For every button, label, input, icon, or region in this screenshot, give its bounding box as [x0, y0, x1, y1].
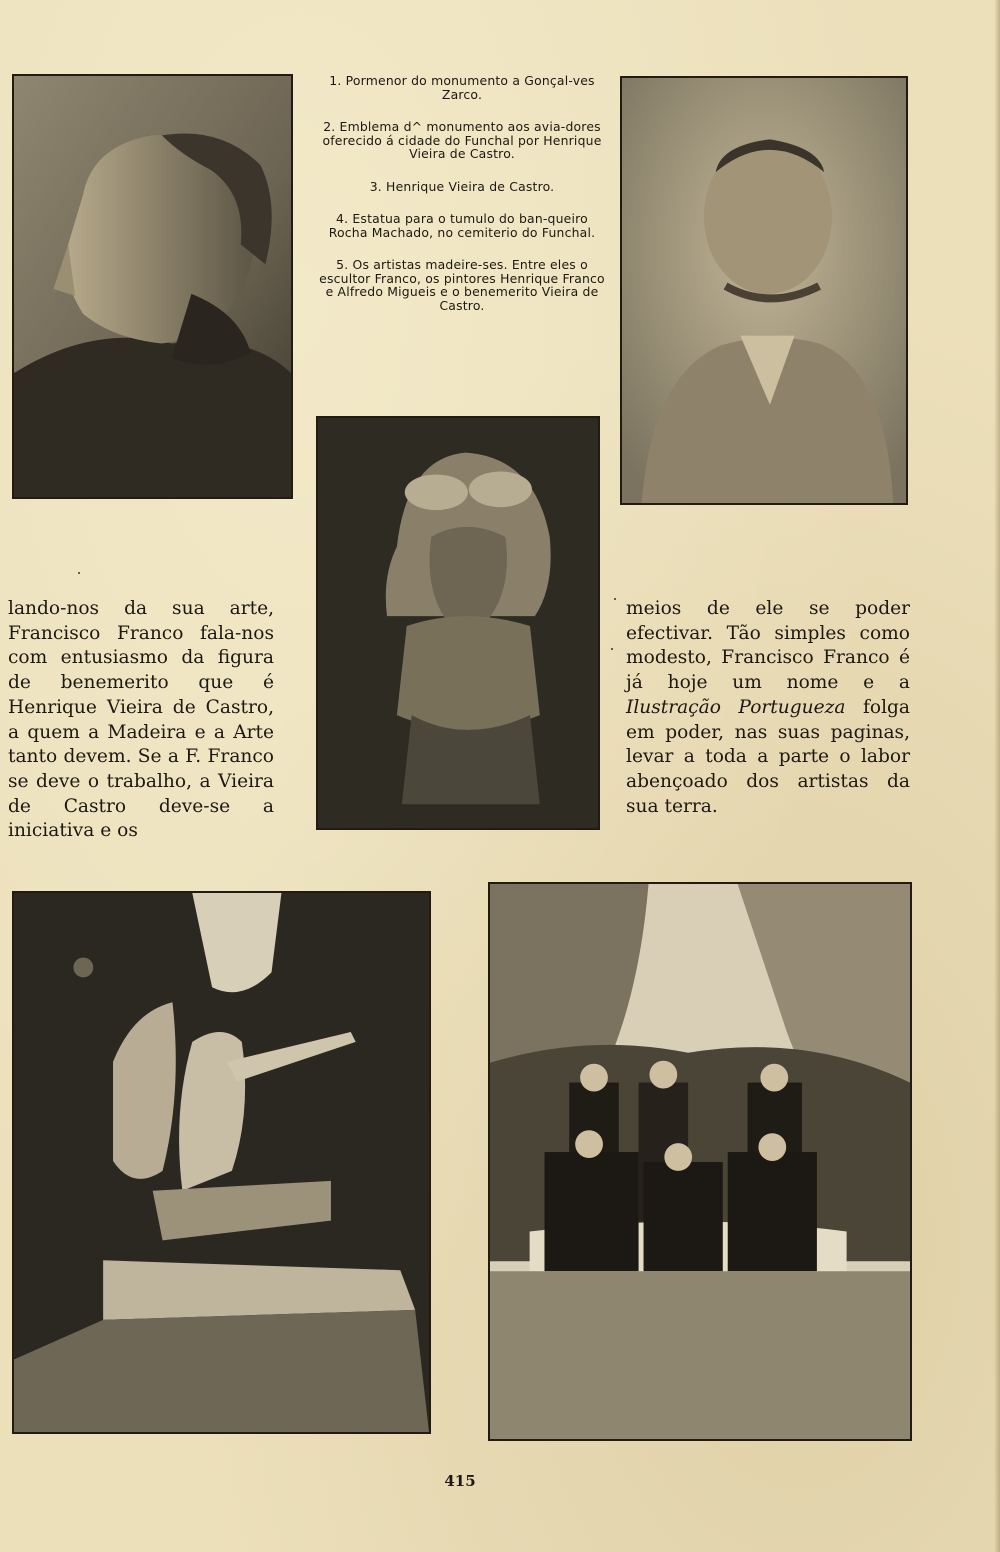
article-right-column	[626, 597, 910, 819]
caption-3: 3. Henrique Vieira de Castro.	[369, 178, 555, 194]
photo-aviators-emblem	[316, 416, 600, 830]
angel-statue-image	[14, 893, 429, 1432]
photo-rocha-machado-tomb-statue	[12, 891, 431, 1434]
caption-2: 2. Emblema d^ monumento aos avia-dores oferecido á cidade do Funchal por Henrique Vieira de Castro.	[322, 119, 602, 161]
print-speck	[78, 572, 80, 574]
article-right-text-start: meios de ele se poder efectivar. Tão simples como modesto, Francisco Franco é já hoje um nome e a	[626, 598, 910, 694]
photo-captions	[318, 74, 606, 331]
caption-1: 1. Pormenor do monumento a Gonçal-ves Zarco.	[329, 73, 595, 102]
photo-henrique-vieira-de-castro	[620, 76, 908, 505]
page-number: 415	[444, 1472, 476, 1490]
print-speck	[611, 648, 613, 650]
article-right-text-end: folga em poder, nas suas paginas, levar a toda a parte o labor abençoado dos artistas da sua terra.	[626, 696, 910, 817]
caption-5: 5. Os artistas madeire-ses. Entre eles o escultor Franco, os pintores Henrique Franco e Alfredo Migueis e o benemerito Vieira de Castro.	[319, 257, 605, 313]
photo-zarco-monument-detail	[12, 74, 293, 499]
print-speck	[614, 598, 616, 600]
photo-madeiran-artists	[488, 882, 912, 1441]
magazine-name: Ilustração Portugueza	[626, 696, 846, 718]
zarco-head-image	[14, 76, 291, 497]
castro-bust-image	[622, 78, 906, 503]
aviator-emblem-image	[318, 418, 598, 828]
artists-group-image	[490, 884, 910, 1439]
page-edge	[994, 0, 1000, 1552]
caption-4: 4. Estatua para o tumulo do ban-queiro Rocha Machado, no cemiterio do Funchal.	[328, 211, 596, 240]
article-left-column: lando-nos da sua arte, Francisco Franco fala-nos com entusiasmo da figura de benemerito que é Henrique Vieira de Castro, a quem a Madeira e a Arte tanto devem. Se a F. Franco se deve o trabalho, a Vieira de Castro deve-se a iniciativa e os	[8, 598, 274, 842]
